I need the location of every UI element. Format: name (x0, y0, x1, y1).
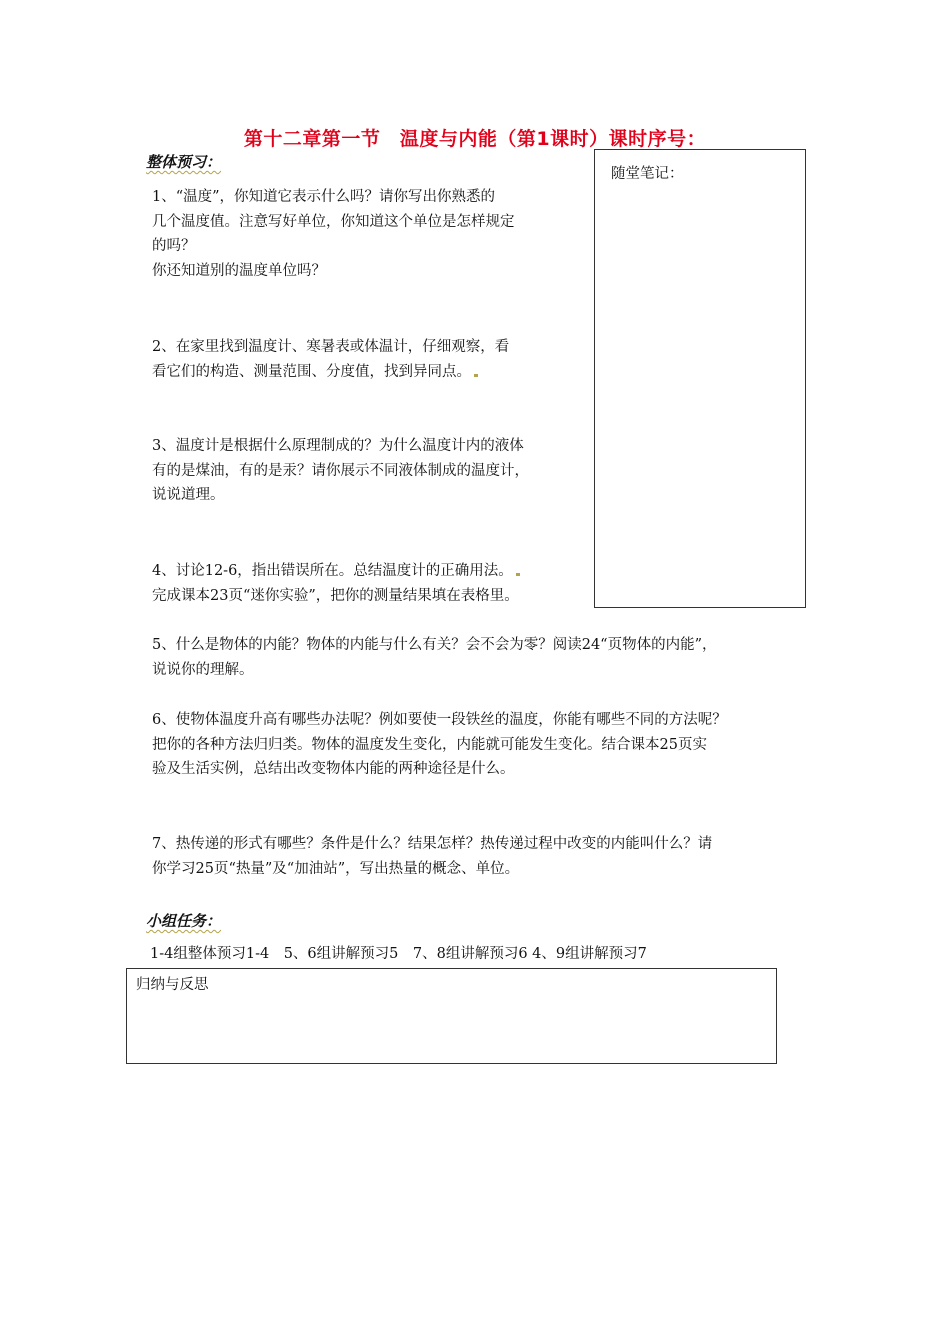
question-line (152, 559, 520, 584)
question-4 (152, 559, 520, 608)
question-line: 你学习25页“热量”及“加油站”，写出热量的概念、单位。 (152, 860, 520, 877)
question-2 (152, 335, 509, 384)
question-1 (152, 185, 515, 283)
question-line: 1、“温度”，你知道它表示什么吗？请你写出你熟悉的 (152, 189, 496, 205)
question-line: 说说道理。 (152, 487, 225, 503)
question-line: 把你的各种方法归归类。物体的温度发生变化，内能就可能发生变化。结合课本25页实 (152, 736, 707, 753)
question-7 (152, 832, 712, 881)
section-heading-overall-preview: 整体预习： (146, 153, 222, 171)
question-line: 验及生活实例，总结出改变物体内能的两种途径是什么。 (152, 761, 515, 777)
question-5 (152, 633, 717, 682)
question-line: 的吗？ (152, 238, 196, 254)
notes-box[interactable] (594, 149, 806, 608)
reflection-label: 归纳与反思 (136, 977, 209, 993)
question-line: 几个温度值。注意写好单位，你知道这个单位是怎样规定 (152, 213, 515, 230)
question-line: 3、温度计是根据什么原理制成的？为什么温度计内的液体 (152, 438, 524, 454)
group-tasks-text: 1-4组整体预习1-4 5、6组讲解预习5 7、8组讲解预习6 4、9组讲解预习7 (150, 946, 647, 962)
question-line: 你还知道别的温度单位吗？ (152, 262, 326, 279)
notes-label: 随堂笔记： (611, 166, 684, 182)
question-line-text: 看它们的构造、测量范围、分度值，找到异同点。 (152, 363, 471, 380)
question-line-text: 4、讨论12-6，指出错误所在。总结温度计的正确用法。 (152, 563, 513, 579)
mark-dot (516, 573, 520, 576)
question-line: 完成课本23页“迷你实验”，把你的测量结果填在表格里。 (152, 587, 519, 604)
question-line (152, 360, 509, 385)
page-title: 第十二章第一节 温度与内能（第1课时）课时序号： (243, 128, 707, 150)
question-line: 7、热传递的形式有哪些？条件是什么？结果怎样？热传递过程中改变的内能叫什么？请 (152, 836, 713, 852)
question-line: 6、使物体温度升高有哪些办法呢？例如要使一段铁丝的温度，你能有哪些不同的方法呢？ (152, 712, 727, 728)
question-line: 2、在家里找到温度计、寒暑表或体温计，仔细观察，看 (152, 339, 510, 355)
question-line: 5、什么是物体的内能？物体的内能与什么有关？会不会为零？阅读24“页物体的内能”， (152, 637, 717, 653)
question-6 (152, 708, 727, 782)
section-heading-group-tasks: 小组任务： (146, 912, 222, 930)
reflection-box[interactable] (126, 968, 777, 1064)
question-3 (152, 434, 529, 508)
question-line: 有的是煤油，有的是汞？请你展示不同液体制成的温度计， (152, 462, 529, 479)
mark-dot (474, 374, 478, 377)
question-line: 说说你的理解。 (152, 661, 254, 678)
